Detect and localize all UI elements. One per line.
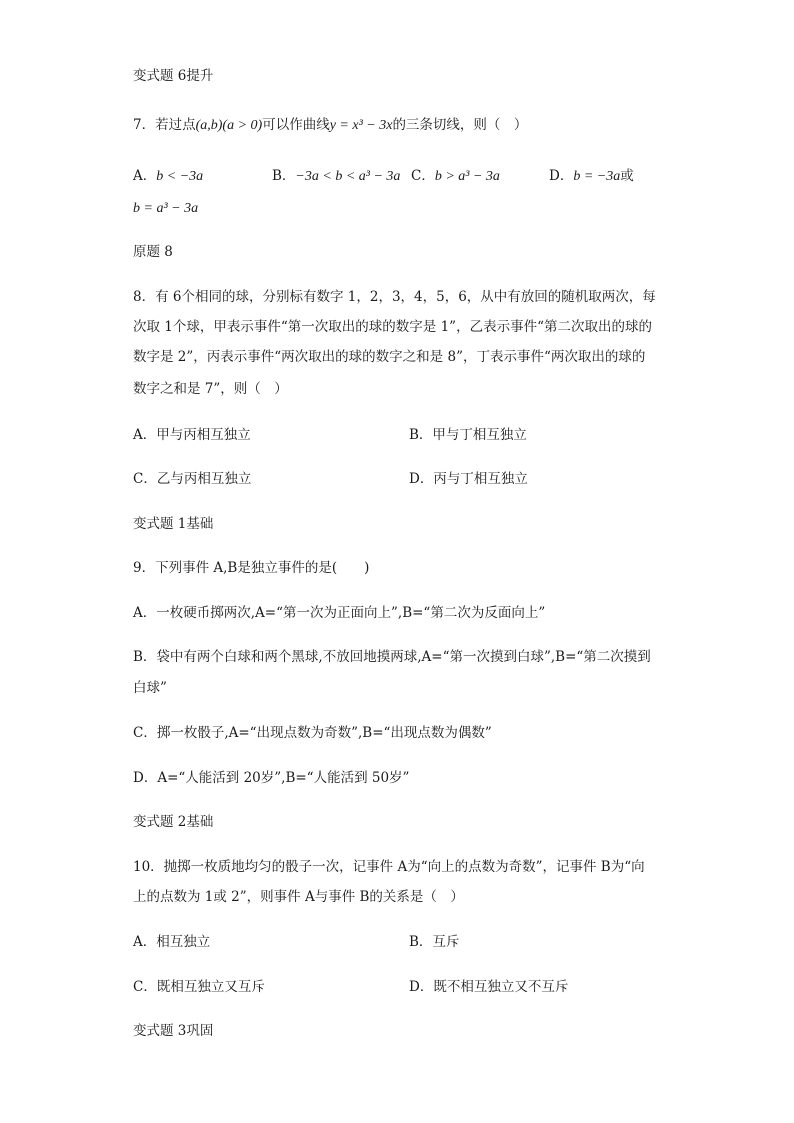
q7-mid: 可以作曲线 (262, 117, 330, 133)
q7-option-b[interactable] (272, 167, 400, 186)
q8-option-b[interactable]: B．甲与丁相互独立 (409, 427, 527, 443)
q7-option-d[interactable] (549, 167, 634, 186)
q7-option-d-continued (133, 199, 198, 218)
q7-option-c-label: C． (411, 168, 435, 184)
q8-stem-line-1: 8．有 6个相同的球，分别标有数字 1，2，3，4，5，6，从中有放回的随机取两次，每 (133, 289, 656, 305)
question-7-stem (133, 116, 527, 135)
q10-stem-line-2: 上的点数为 1或 2”，则事件 A与事件 B的关系是（ ） (133, 889, 464, 905)
q8-stem-line-3: 数字是 2”，丙表示事件“两次取出的球的数字之和是 8”，丁表示事件“两次取出的球的 (133, 349, 646, 365)
q7-option-c-math: b > a³ − 3a (434, 169, 500, 184)
section-heading-variant-2: 变式题 2基础 (133, 814, 214, 830)
q7-point: (a,b)(a > 0) (195, 118, 263, 133)
q10-stem-line-1: 10．抛掷一枚质地均匀的骰子一次，记事件 A为“向上的点数为奇数”，记事件 B为“向 (133, 859, 645, 875)
q7-option-d-label: D． (549, 168, 574, 184)
section-heading-variant-3: 变式题 3巩固 (133, 1023, 214, 1039)
q9-option-b-line-1[interactable]: B．袋中有两个白球和两个黑球,不放回地摸两球,A=“第一次摸到白球”,B=“第二次摸到 (133, 649, 651, 665)
q8-option-a[interactable]: A．甲与丙相互独立 (133, 427, 251, 443)
q8-stem-line-2: 次取 1个球，甲表示事件“第一次取出的球的数字是 1”，乙表示事件“第二次取出的球的 (133, 319, 652, 335)
q7-prefix: 7．若过点 (133, 117, 196, 133)
q9-option-b-line-2[interactable]: 白球” (133, 680, 167, 696)
q10-option-c[interactable]: C．既相互独立又互斥 (133, 979, 265, 995)
q8-stem-line-4: 数字之和是 7”，则（ ） (133, 381, 288, 397)
q7-option-b-label: B． (272, 168, 296, 184)
q9-stem: 9．下列事件 A,B是独立事件的是( ) (133, 560, 370, 576)
q10-option-b[interactable]: B．互斥 (409, 934, 460, 950)
q7-option-a[interactable] (133, 167, 203, 186)
q8-option-c[interactable]: C．乙与丙相互独立 (133, 471, 252, 487)
q7-option-d-or: 或 (620, 168, 634, 184)
q7-option-a-label: A． (133, 168, 157, 184)
q7-option-a-math: b < −3a (156, 169, 204, 184)
q10-option-a[interactable]: A．相互独立 (133, 934, 211, 950)
q9-option-c[interactable]: C．掷一枚骰子,A=“出现点数为奇数”,B=“出现点数为偶数” (133, 725, 492, 741)
section-heading-variant-6: 变式题 6提升 (133, 68, 214, 84)
q10-option-d[interactable]: D．既不相互独立又不互斥 (409, 979, 569, 995)
q8-option-d[interactable]: D．丙与丁相互独立 (409, 471, 528, 487)
q9-option-a[interactable]: A．一枚硬币掷两次,A=“第一次为正面向上”,B=“第二次为反面向上” (133, 605, 546, 621)
section-heading-variant-1: 变式题 1基础 (133, 516, 214, 532)
q7-option-d-math-2: b = a³ − 3a (133, 201, 199, 216)
q7-post: 的三条切线，则（ ） (392, 117, 528, 133)
q7-curve: y = x³ − 3x (329, 118, 393, 133)
q9-option-d[interactable]: D．A=“人能活到 20岁”,B=“人能活到 50岁” (133, 770, 410, 786)
q7-option-c[interactable] (411, 167, 500, 186)
section-heading-original-8: 原题 8 (133, 244, 173, 260)
q7-option-b-math: −3a < b < a³ − 3a (295, 169, 401, 184)
q7-option-d-math: b = −3a (573, 169, 621, 184)
